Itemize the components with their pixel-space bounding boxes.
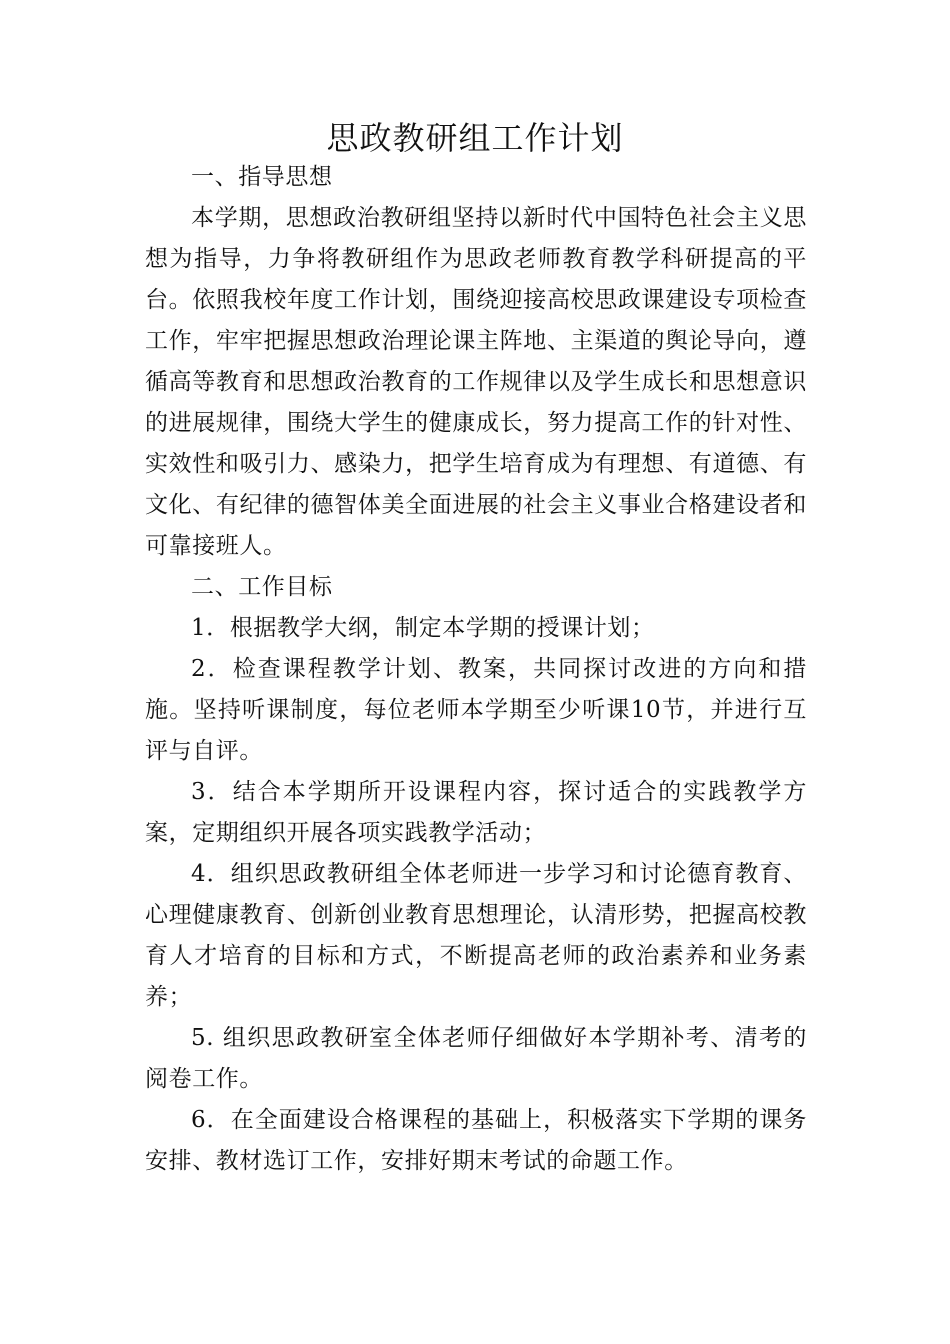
goal-item-6: 6．在全面建设合格课程的基础上，积极落实下学期的课务安排、教材选订工作，安排好期末考试的命题工作。: [145, 1107, 807, 1174]
guiding-thought-paragraph: 本学期，思想政治教研组坚持以新时代中国特色社会主义思想为指导，力争将教研组作为思政老师教育教学科研提高的平台。依照我校年度工作计划，围绕迎接高校思政课建设专项检查工作，牢牢把握思想政治理论课主阵地、主渠道的舆论导向，遵循高等教育和思想政治教育的工作规律以及学生成长和思想意识的进展规律，围绕大学生的健康成长，努力提高工作的针对性、实效性和吸引力、感染力，把学生培育成为有理想、有道德、有文化、有纪律的德智体美全面进展的社会主义事业合格建设者和可靠接班人。: [145, 205, 807, 559]
document-body: [145, 157, 807, 1182]
goal-item-2: 2．检查课程教学计划、教案，共同探讨改进的方向和措施。坚持听课制度，每位老师本学期至少听课10节，并进行互评与自评。: [145, 656, 807, 764]
goal-item-3: 3．结合本学期所开设课程内容，探讨适合的实践教学方案，定期组织开展各项实践教学活动；: [145, 779, 807, 846]
goal-item-4: 4．组织思政教研组全体老师进一步学习和讨论德育教育、心理健康教育、创新创业教育思想理论，认清形势，把握高校教育人才培育的目标和方式，不断提高老师的政治素养和业务素养；: [145, 861, 807, 1010]
goal-item-1: 1．根据教学大纲，制定本学期的授课计划；: [191, 615, 655, 641]
goal-item-5: 5. 组织思政教研室全体老师仔细做好本学期补考、清考的阅卷工作。: [145, 1025, 807, 1092]
section-heading-guiding-thought: 一、指导思想: [191, 164, 333, 190]
document-title: 思政教研组工作计划: [326, 119, 624, 157]
section-heading-work-goals: 二、工作目标: [191, 574, 333, 600]
